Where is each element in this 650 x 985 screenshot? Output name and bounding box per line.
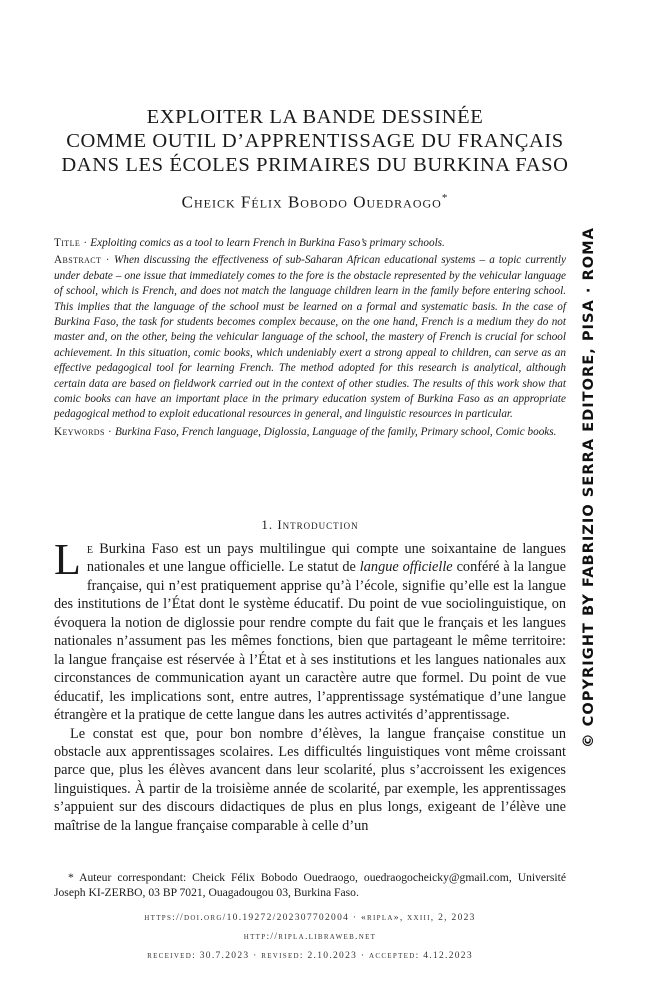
abstract [54,253,566,422]
abstract-block [54,236,566,442]
article-title [60,105,570,177]
drop-cap: L [54,535,81,584]
body-text [54,535,566,835]
title-line-1: EXPLOITER LA BANDE DESSINÉE [146,106,484,128]
keywords [54,425,566,440]
title-label: Title · [54,237,88,249]
dates-line: received: 30.7.2023 · revised: 2.10.2023 · accepted: 4.12.2023 [147,951,473,961]
section-heading: 1. Introduction [261,517,359,532]
title-line-2: COMME OUTIL D’APPRENTISSAGE DU FRANÇAIS [66,130,564,152]
paragraph-2: Le constat est que, pour bon nombre d’élèves, la langue française constitue un obstacle aux apprentissages scolaires. Les difficultés linguistiques vont même croissant parce que, plus les élèves avancent dans leur scolarité, plus s’accroissent les exigences linguistiques. À partir de la troisième année de scolarité, par exemple, les apprentissages s’appuient sur des discours didactiques de plus en plus longs, exigeant de l’élève une maîtrise de la langue française comparable à celle d’un [54,725,566,834]
footnote-mark: * [68,871,74,884]
english-title [54,236,566,251]
paragraph-1-part-2: conféré à la langue française, qui n’est pratiquement apprise qu’à l’école, signifie qu’elle est la langue des institutions de l’État dont le système éducatif. Du point de vue sociolinguistique, on évoquera la notion de diglossie pour rendre compte du fait que le français et les langues nationales n’assument pas les mêmes fonctions, bien que partageant le même territoire: la langue française est réservée à l’État et à ses institutions et les langues nationales aux circonstances de communication ayant un caractère autre que formel. Du point de vue éducatif, les implications sont, entre autres, l’apprentissage systématique d’une langue étrangère et la pratique de cette langue dans les autres activités d’apprentissage. [54,559,566,724]
keywords-label: Keywords · [54,425,113,438]
paragraph-1-part-1: Burkina Faso est un pays multilingue qui compte une soixantaine de langues nationales et une langue officielle. Le statut de [86,541,566,576]
footnote-text: Auteur correspondant: Cheick Félix Bobodo Ouedraogo, ouedraogocheicky@gmail.com, Université Joseph KI-ZERBO, 03 BP 7021, Ouagadougou 03, Burkina Faso. [54,871,566,900]
keywords-text: Burkina Faso, French language, Diglossia, Language of the family, Primary school, Comic books. [114,425,557,438]
title-line-3: DANS LES ÉCOLES PRIMAIRES DU BURKINA FASO [61,154,569,176]
abstract-label: Abstract · [54,254,110,267]
paragraph-1-emphasis: langue officielle [359,559,453,576]
abstract-text: When discussing the effectiveness of sub-Saharan African educational systems – a topic currently under debate – one issue that immediately comes to the fore is the obstacle represented by the vehicular language of school, which is French, and does not match the language children learn in the family before entering school. This implies that the language of the school must be learned on a formal and systematic basis. In the case of Burkina Faso, the task for students becomes complex because, on the one hand, French is a medium they do not master and, on the other, being the vehicular language of the school, the mastery of French is crucial for school achievement. In this situation, comic books, which undeniably exert a strong appeal to children, can serve as an effective pedagogical tool for learning French. The method adopted for this research is analytical, although certain data are based on fieldwork carried out in the context of other studies. The results of this work show that comic books can have an important place in the primary education system of Burkina Faso as an appropriate pedagogical method to exploit educational resources in general, and linguistic resources in particular. [54,254,566,421]
doi-line: https://doi.org/10.19272/202307702004 · «ripla», xxiii, 2, 2023 [144,913,476,923]
footnote [54,870,566,901]
paragraph-1 [54,535,566,725]
side-copyright-text: © COPYRIGHT BY FABRIZIO SERRA EDITORE, PISA · ROMA [580,227,597,748]
journal-url-line: http://ripla.libraweb.net [243,932,377,942]
author-footnote-mark: * [441,192,449,204]
english-title-text: Exploiting comics as a tool to learn French in Burkina Faso’s primary schools. [90,237,445,249]
drop-cap-continuation: e [86,541,93,557]
author-name: Cheick Félix Bobodo Ouedraogo [181,192,442,212]
author-line [60,192,570,213]
